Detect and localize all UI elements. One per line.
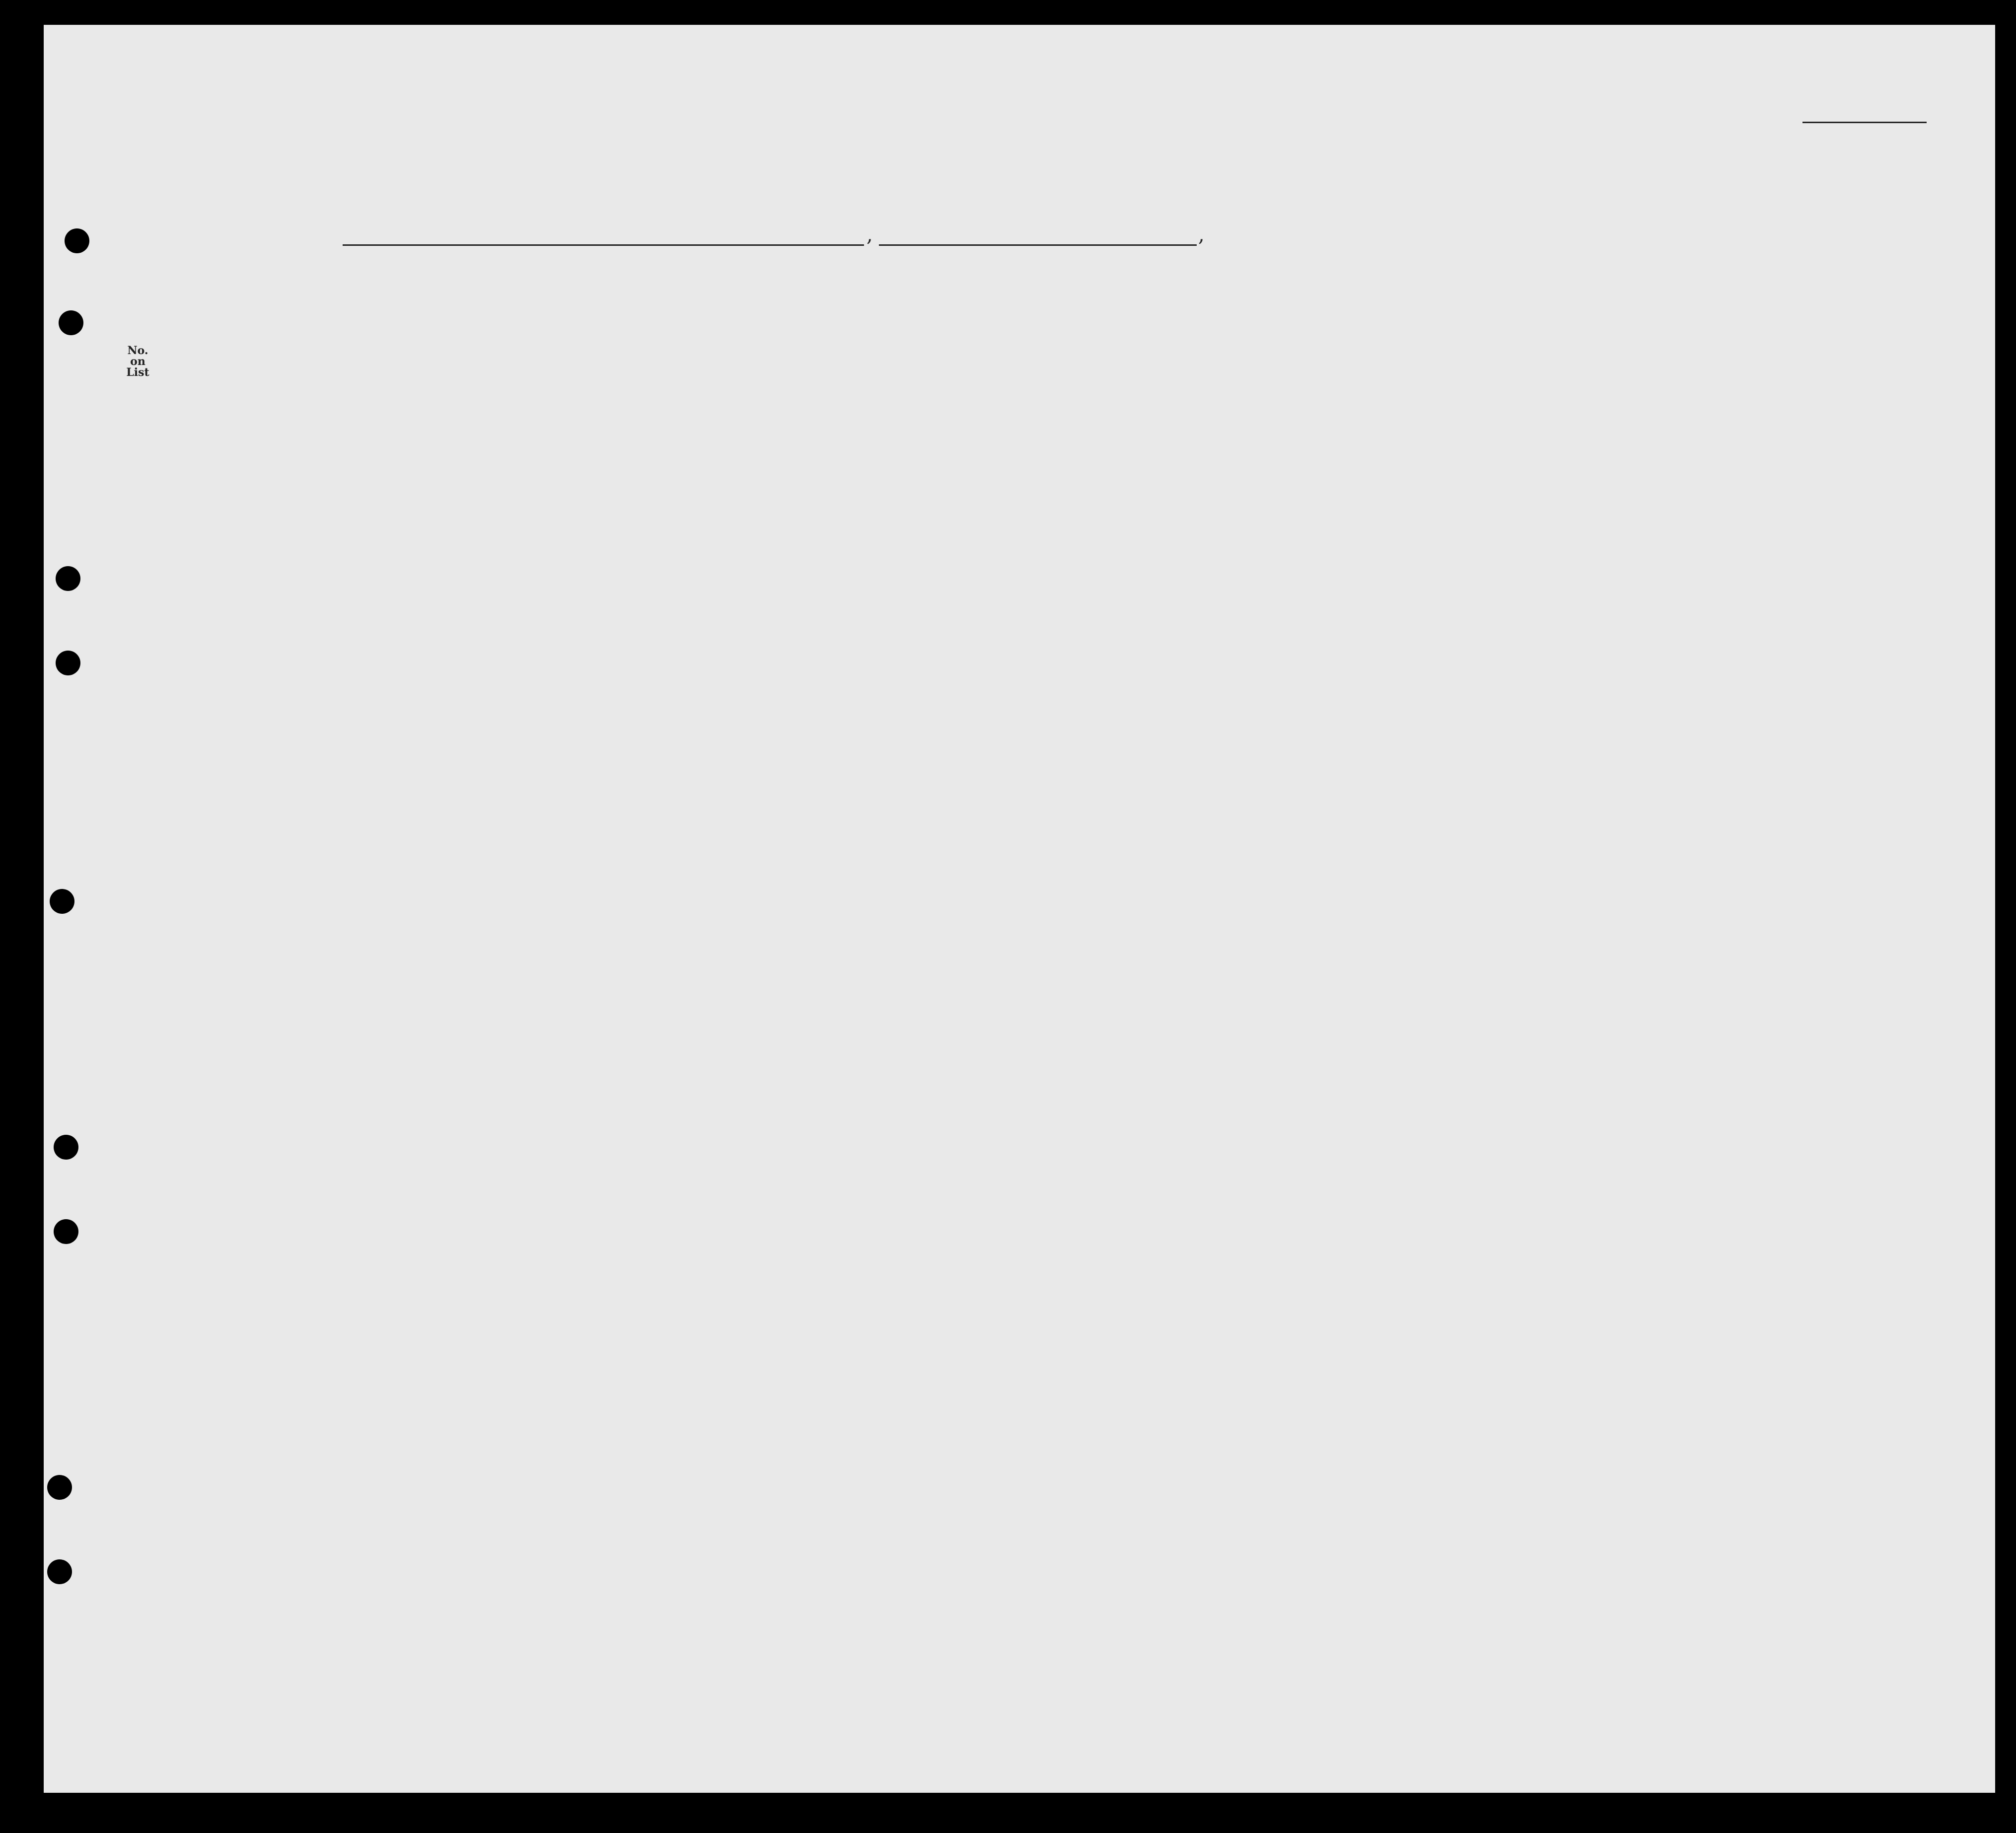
header-no-on-list: No. on List xyxy=(126,344,149,379)
year-comma: , xyxy=(866,223,873,246)
year-comma-2: , xyxy=(1198,223,1205,246)
